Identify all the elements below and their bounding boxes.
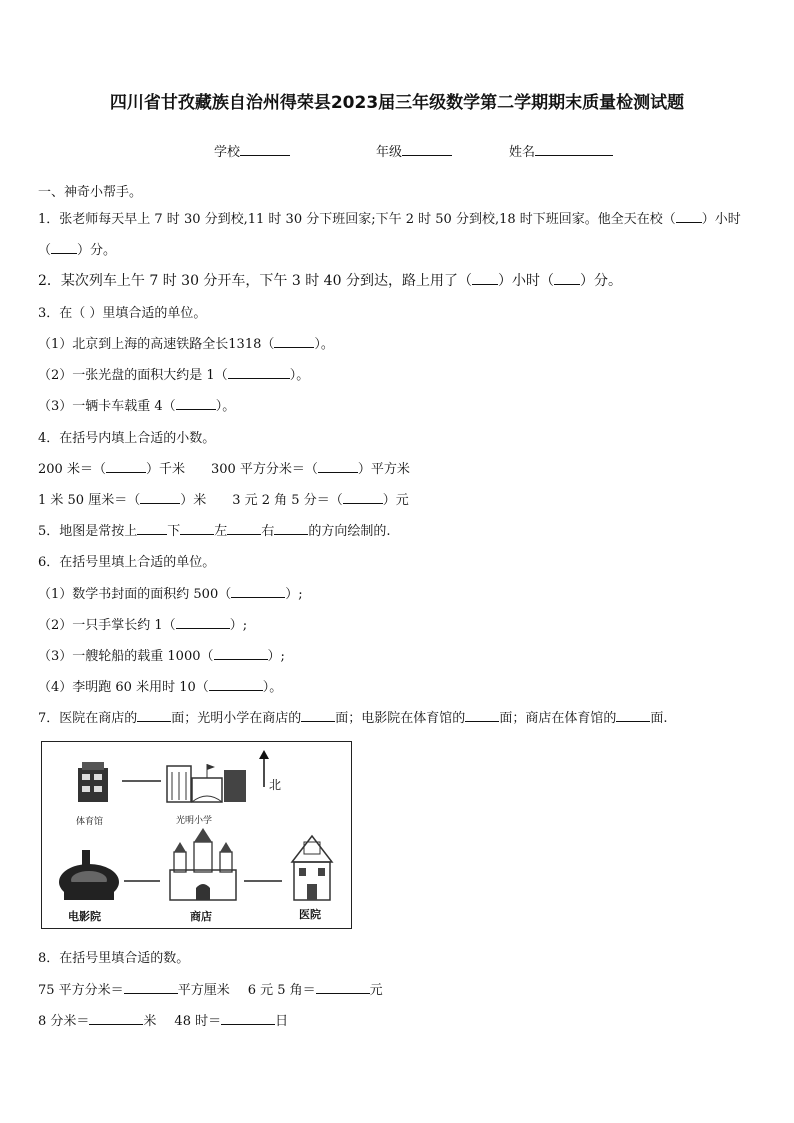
q6-3-blank[interactable] [214,647,268,660]
q8-blank-1[interactable] [124,981,178,994]
q3-3-text: （3）一辆卡车载重 4（ [38,399,176,414]
q2-text-3: ）分。 [579,273,622,289]
q7-e: 面. [650,711,668,726]
question-7 [38,707,667,726]
gym-building-icon [78,762,108,802]
q5-a: 5．地图是常按上 [38,524,138,539]
question-6-4 [38,676,282,695]
q6-1-blank[interactable] [231,585,285,598]
school-field [214,141,290,160]
q3-1-text: （1）北京到上海的高速铁路全长1318（ [38,337,275,352]
q4-b1: 1 米 50 厘米＝（ [38,493,141,508]
q8-b3: 48 时＝ [174,1014,222,1029]
question-3-2 [38,364,309,383]
q8-b4: 日 [275,1014,289,1029]
hospital-building-icon [292,836,332,900]
q4-a1: 200 米＝（ [38,462,106,477]
question-2 [38,270,622,290]
q5-blank-2[interactable] [180,522,214,535]
q8-blank-2[interactable] [316,981,370,994]
q3-2-close: ）。 [289,368,310,383]
q6-2-close: ）; [229,618,248,633]
q1-blank-minutes[interactable] [51,241,77,254]
page-title: 四川省甘孜藏族自治州得荣县2023届三年级数学第二学期期末质量检测试题 [109,93,685,113]
shop-building-icon [170,828,236,900]
q8-b1: 8 分米＝ [38,1014,90,1029]
q7-blank-1[interactable] [137,709,171,722]
q6-4-blank[interactable] [209,678,263,691]
q4-a3: 300 平方分米＝（ [210,462,318,477]
q8-a2: 平方厘米 [177,983,230,998]
q2-blank-hours[interactable] [472,272,498,285]
question-6-2 [38,614,247,633]
q4-b4: ）元 [382,493,409,508]
question-5 [38,520,390,539]
q2-text: 2．某次列车上午 7 时 30 分开车，下午 3 时 40 分到达，路上用了（ [38,273,472,289]
q7-blank-2[interactable] [301,709,335,722]
north-arrow-icon [259,750,269,787]
map-illustration [42,742,350,927]
q3-3-close: ）。 [215,399,236,414]
q5-blank-1[interactable] [137,522,167,535]
q8-a4: 元 [369,983,383,998]
q8-blank-3[interactable] [89,1012,143,1025]
q6-3-text: （3）一艘轮船的载重 1000（ [38,649,214,664]
question-1-line-1 [38,208,741,227]
q4-blank-3[interactable] [140,491,180,504]
q4-a2: ）千米 [145,462,185,477]
q5-b: 下 [167,524,181,539]
grade-blank[interactable] [402,143,452,156]
question-8-row-1 [38,979,383,998]
name-label: 姓名 [509,145,536,160]
q6-4-text: （4）李明跑 60 米用时 10（ [38,680,209,695]
q4-blank-4[interactable] [343,491,383,504]
school-label-map: 光明小学 [176,816,213,826]
q8-b2: 米 [143,1014,157,1029]
q7-c: 面；电影院在体育馆的 [335,711,466,726]
question-8-row-2 [38,1010,288,1029]
shop-label: 商店 [190,910,212,923]
name-field [509,141,613,160]
question-6-1 [38,583,303,602]
q8-blank-4[interactable] [221,1012,275,1025]
q6-3-close: ）; [267,649,285,664]
q4-b3: 3 元 2 角 5 分＝（ [232,493,343,508]
north-label: 北 [269,778,282,792]
q4-blank-1[interactable] [106,460,146,473]
q1-text-2: ）小时 [701,212,741,227]
question-4-row-2 [38,489,409,508]
q4-a4: ）平方米 [357,462,410,477]
q7-blank-3[interactable] [465,709,499,722]
q6-1-close: ）; [285,587,303,602]
q7-blank-4[interactable] [616,709,650,722]
question-6: 6．在括号里填上合适的单位。 [38,555,216,570]
q5-e: 的方向绘制的. [308,524,391,539]
name-blank[interactable] [535,143,613,156]
map-figure [41,741,352,929]
q6-2-text: （2）一只手掌长约 1（ [38,618,176,633]
school-blank[interactable] [240,143,290,156]
q1-blank-hours[interactable] [676,210,702,223]
question-4: 4．在括号内填上合适的小数。 [38,431,216,446]
gym-label: 体育馆 [76,817,104,827]
q6-1-text: （1）数学书封面的面积约 500（ [38,587,232,602]
school-label: 学校 [214,145,241,160]
q3-2-blank[interactable] [228,366,290,379]
q5-blank-4[interactable] [274,522,308,535]
q2-text-2: ）小时（ [497,273,554,289]
q5-c: 左 [214,524,228,539]
q6-2-blank[interactable] [176,616,230,629]
q3-1-blank[interactable] [274,335,314,348]
q3-2-text: （2）一张光盘的面积大约是 1（ [38,368,228,383]
question-6-3 [38,645,285,664]
cinema-label: 电影院 [68,910,101,923]
q4-b2: ）米 [180,493,207,508]
question-3-1 [38,333,334,352]
q2-blank-minutes[interactable] [554,272,580,285]
q1-text-4: ）分。 [77,243,117,258]
q1-text: 1．张老师每天早上 7 时 30 分到校,11 时 30 分下班回家;下午 2 时 50 分到校,18 时下班回家。他全天在校（ [38,212,676,227]
grade-label: 年级 [376,145,403,160]
question-3: 3．在（ ）里填合适的单位。 [38,306,207,321]
question-4-row-1 [38,458,410,477]
school-building-icon [167,764,246,802]
q3-1-close: ）。 [314,337,334,352]
q1-text-3: （ [38,243,52,258]
grade-field [376,141,452,160]
q7-b: 面；光明小学在商店的 [171,711,302,726]
question-8: 8．在括号里填合适的数。 [38,951,190,966]
q6-4-close: ）。 [262,680,283,695]
q7-a: 7．医院在商店的 [38,711,138,726]
question-1-line-2 [38,239,116,258]
cinema-building-icon [59,850,119,900]
question-3-3 [38,395,235,414]
q3-3-blank[interactable] [176,397,216,410]
q4-blank-2[interactable] [318,460,358,473]
q8-a1: 75 平方分米＝ [38,983,124,998]
q5-d: 右 [261,524,275,539]
hospital-label: 医院 [299,908,321,921]
section-heading: 一、神奇小帮手。 [38,185,143,200]
q8-a3: 6 元 5 角＝ [247,983,316,998]
q7-d: 面；商店在体育馆的 [499,711,617,726]
q5-blank-3[interactable] [227,522,261,535]
